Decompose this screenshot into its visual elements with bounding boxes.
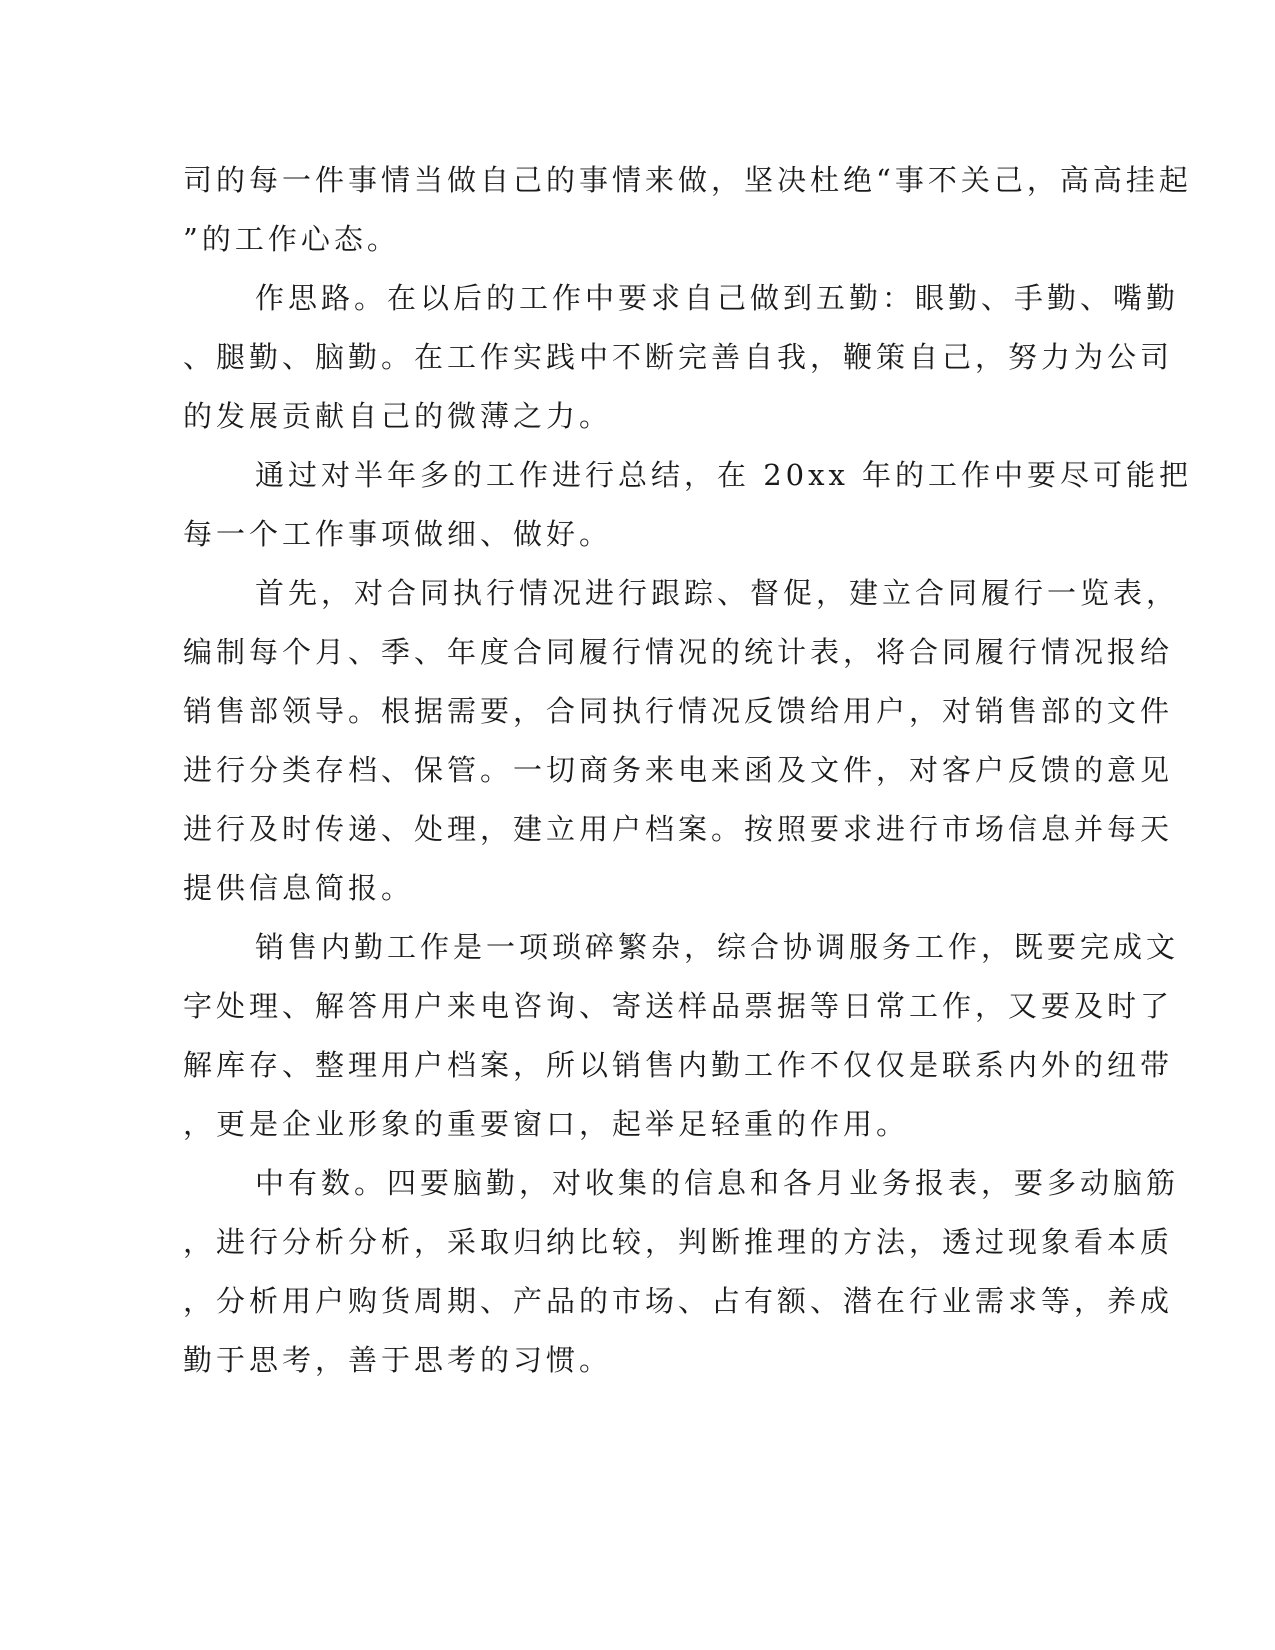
text-line: 司的每一件事情当做自己的事情来做，坚决杜绝“事不关己，高高挂起 xyxy=(183,163,1192,197)
text-line: 每一个工作事项做细、做好。 xyxy=(183,517,613,551)
paragraph-first-line: 销售内勤工作是一项琐碎繁杂，综合协调服务工作，既要完成文 xyxy=(255,930,1180,964)
text-line: 进行分类存档、保管。一切商务来电来函及文件，对客户反馈的意见 xyxy=(183,753,1174,787)
text-line: 的发展贡献自己的微薄之力。 xyxy=(183,399,613,433)
paragraph-first-line: 首先，对合同执行情况进行跟踪、督促，建立合同履行一览表， xyxy=(255,576,1180,610)
paragraph-first-line: 中有数。四要脑勤，对收集的信息和各月业务报表，要多动脑筋 xyxy=(255,1166,1180,1200)
text-line: 字处理、解答用户来电咨询、寄送样品票据等日常工作，又要及时了 xyxy=(183,989,1174,1023)
text-line: ，进行分析分析，采取归纳比较，判断推理的方法，透过现象看本质 xyxy=(183,1225,1174,1259)
text-line: ，分析用户购货周期、产品的市场、占有额、潜在行业需求等，养成 xyxy=(183,1284,1174,1318)
text-line: ，更是企业形象的重要窗口，起举足轻重的作用。 xyxy=(183,1107,910,1141)
text-line: 进行及时传递、处理，建立用户档案。按照要求进行市场信息并每天 xyxy=(183,812,1174,846)
text-line: 勤于思考，善于思考的习惯。 xyxy=(183,1343,613,1377)
text-line: 编制每个月、季、年度合同履行情况的统计表，将合同履行情况报给 xyxy=(183,635,1174,669)
text-line: 解库存、整理用户档案，所以销售内勤工作不仅仅是联系内外的纽带 xyxy=(183,1048,1174,1082)
paragraph-first-line: 通过对半年多的工作进行总结，在 20xx 年的工作中要尽可能把 xyxy=(255,458,1193,492)
paragraph-first-line: 作思路。在以后的工作中要求自己做到五勤：眼勤、手勤、嘴勤 xyxy=(255,281,1180,315)
text-line: 销售部领导。根据需要，合同执行情况反馈给用户，对销售部的文件 xyxy=(183,694,1174,728)
text-line: 提供信息简报。 xyxy=(183,871,415,905)
text-line: 、腿勤、脑勤。在工作实践中不断完善自我，鞭策自己，努力为公司 xyxy=(183,340,1174,374)
text-line: ”的工作心态。 xyxy=(183,222,400,256)
